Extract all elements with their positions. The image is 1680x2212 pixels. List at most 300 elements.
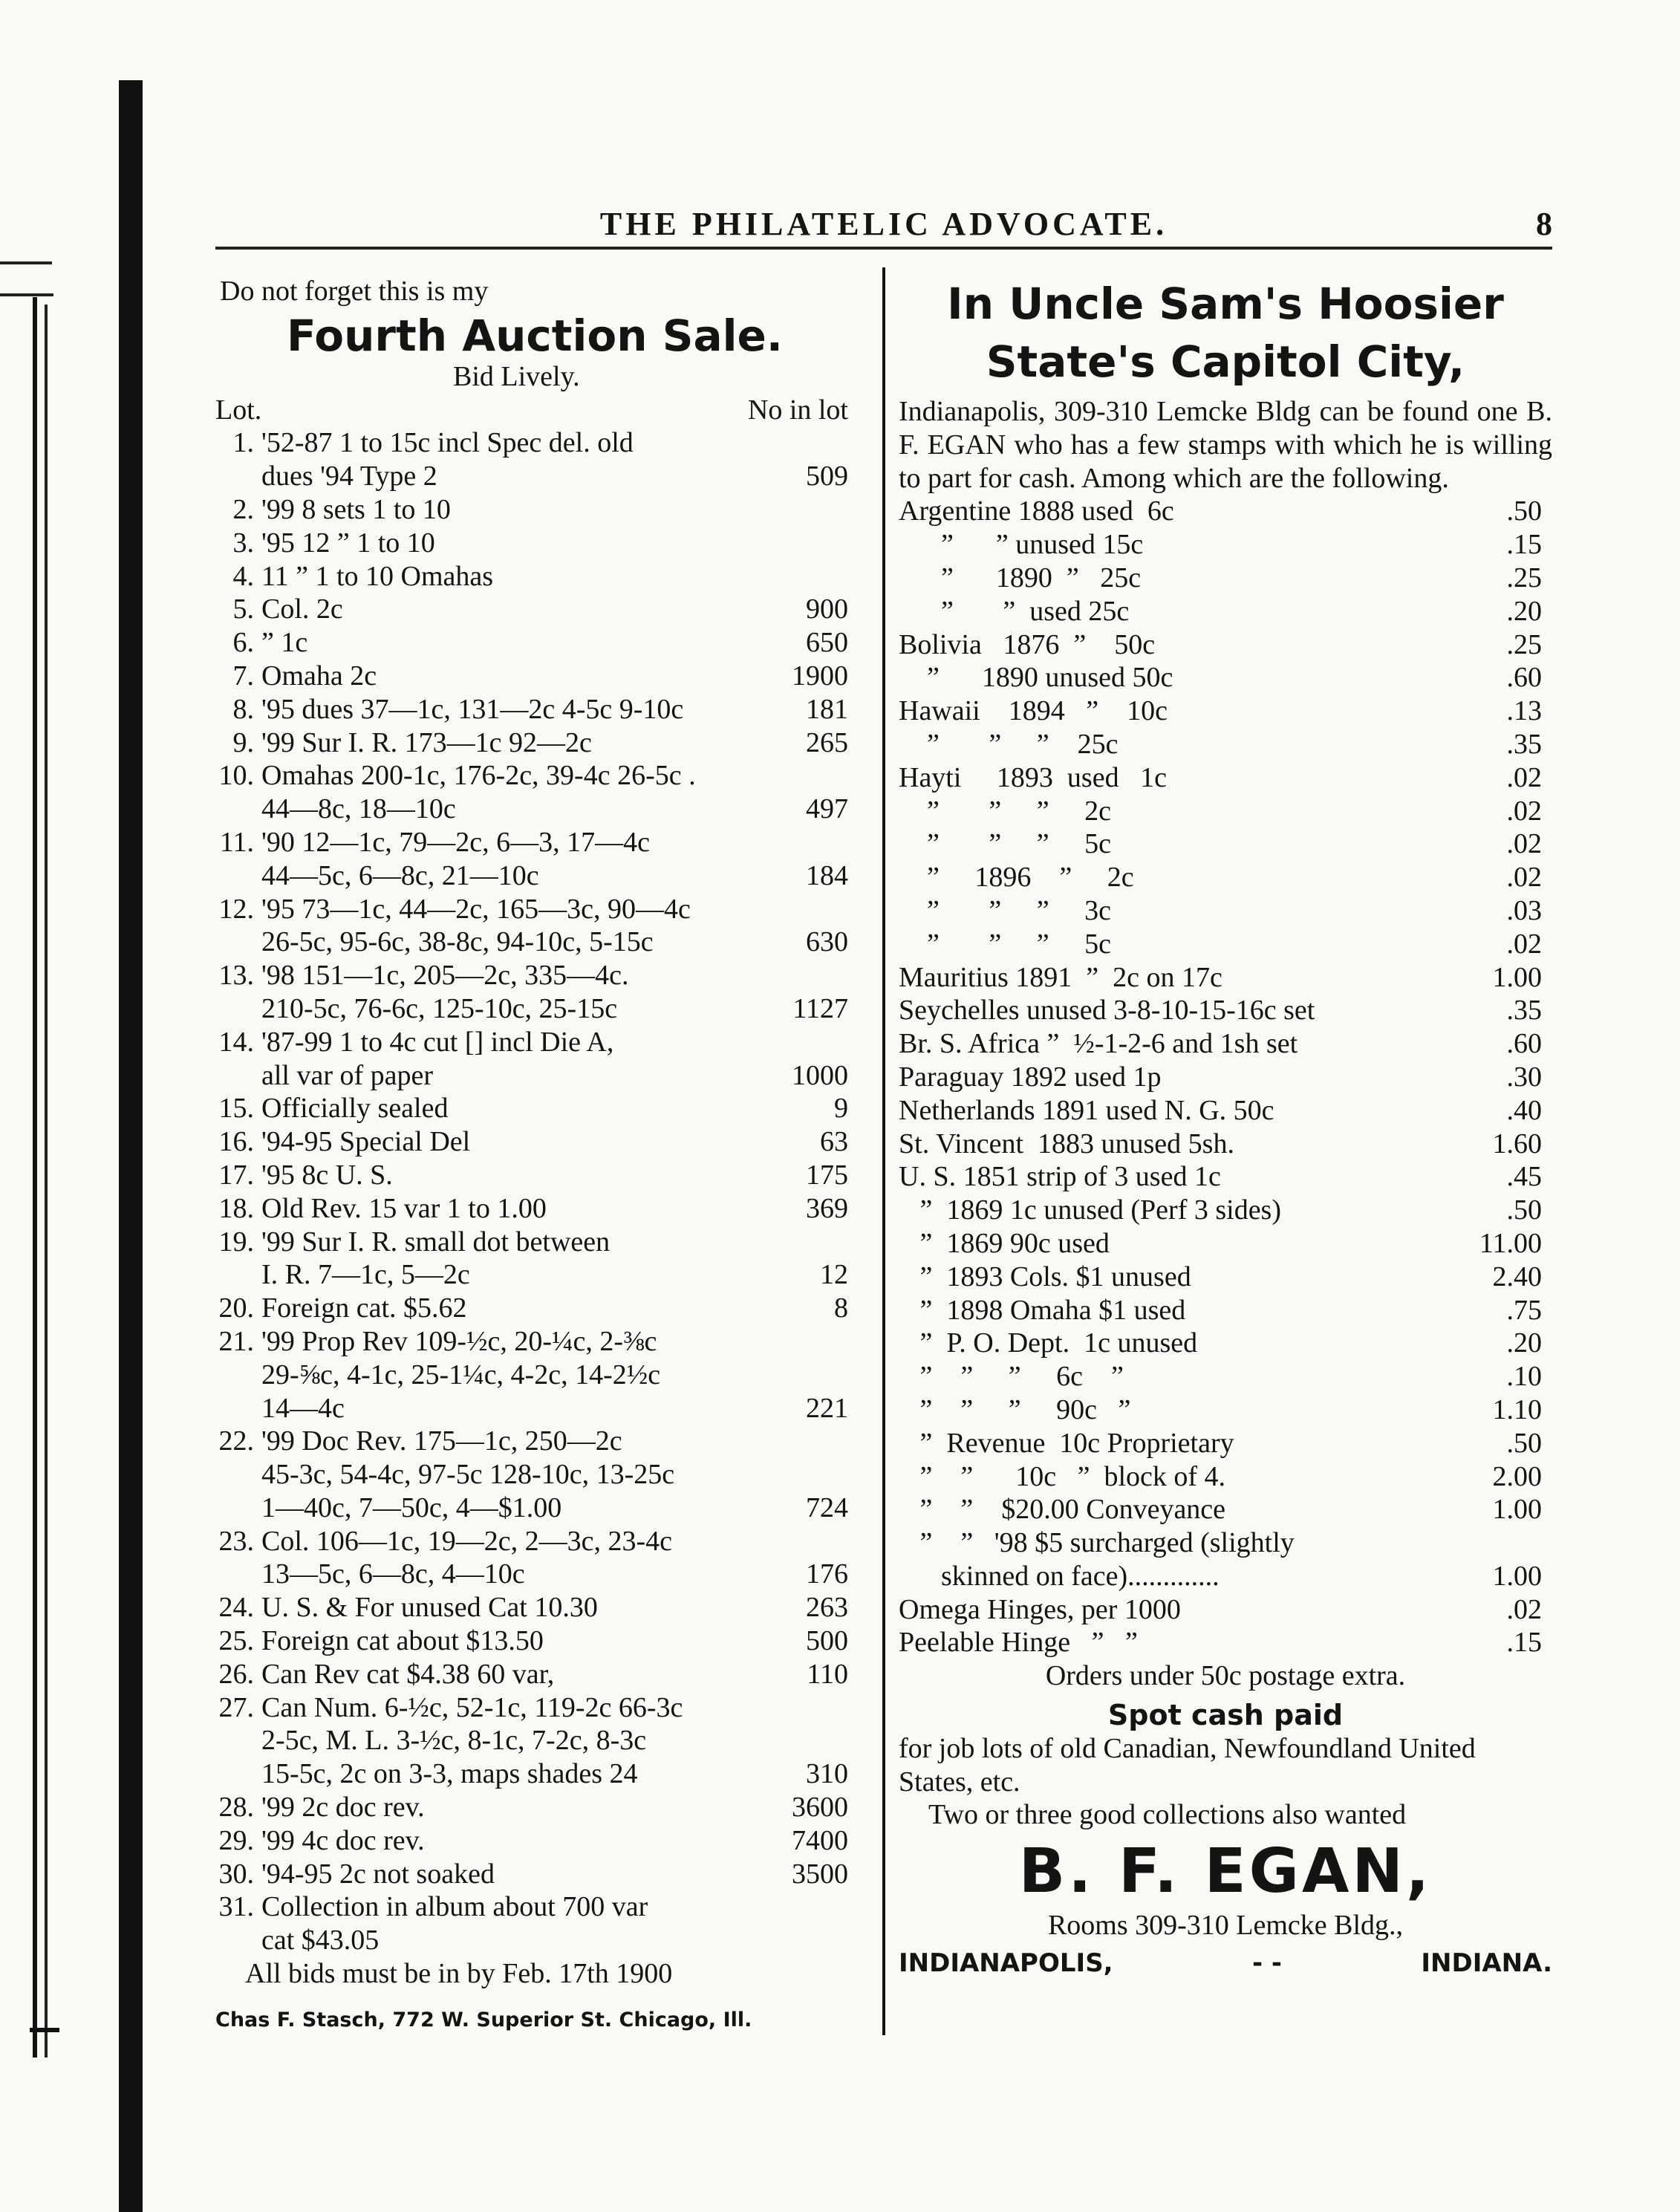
lot-description (261, 1691, 780, 1791)
lot-quantity: 184 (806, 859, 848, 891)
stamp-price: 11.00 (1479, 1227, 1542, 1259)
binding-tick (0, 261, 52, 264)
lot-number: 31. (218, 1891, 254, 1923)
stamp-price: .50 (1506, 1427, 1542, 1459)
lot-number: 14. (218, 1026, 254, 1058)
binding-line-inner (45, 305, 48, 2058)
stamp-price: .35 (1506, 728, 1542, 760)
stamp-price: .75 (1506, 1294, 1542, 1326)
lot-description (261, 893, 780, 960)
stamp-row (899, 961, 1552, 995)
lot-row (215, 1624, 854, 1658)
stamp-description: ” 1869 90c used (899, 1227, 1110, 1259)
stamp-description: Omega Hinges, per 1000 (899, 1593, 1181, 1625)
stamp-price (1456, 1526, 1552, 1560)
stamp-price: .02 (1506, 828, 1542, 860)
lot-description-line: 26-5c, 95-6c, 38-8c, 94-10c, 5-15c (261, 926, 654, 958)
lot-description (261, 493, 780, 527)
lot-description (261, 1525, 780, 1592)
stamp-price: .02 (1506, 928, 1542, 960)
stamp-price: .15 (1506, 1627, 1542, 1659)
lot-number: 28. (218, 1792, 254, 1824)
lot-number: 2. (232, 493, 254, 525)
lot-number: 19. (218, 1226, 254, 1258)
egan-headline-2: State's Capitol City, (986, 336, 1465, 387)
lot-description (261, 1425, 780, 1524)
stamp-price: .20 (1506, 1327, 1542, 1359)
lot-quantity: 1900 (792, 660, 848, 692)
stamp-row (899, 861, 1552, 894)
lot-row (215, 1525, 854, 1592)
lot-quantity: 221 (806, 1392, 848, 1424)
lot-description-line: 2-5c, M. L. 3-½c, 8-1c, 7-2c, 8-3c (261, 1725, 647, 1757)
stamp-price: 2.40 (1492, 1260, 1542, 1292)
stamp-description: ” ” $20.00 Conveyance (899, 1494, 1226, 1526)
stamp-price: .03 (1506, 894, 1542, 926)
lot-number: 21. (218, 1325, 254, 1357)
journal-title: THE PHILATELIC ADVOCATE. (599, 206, 1168, 242)
lot-row (215, 1026, 854, 1093)
stamp-row (899, 994, 1552, 1027)
stamp-row (899, 1027, 1552, 1061)
lot-description (261, 1325, 780, 1425)
lot-row (215, 1325, 854, 1425)
stamp-price: .60 (1506, 1028, 1542, 1060)
lot-quantity: 63 (820, 1126, 848, 1158)
stamp-description: ” ” ” 6c ” (899, 1361, 1124, 1393)
lot-description (261, 1824, 780, 1858)
stamp-row (899, 1393, 1552, 1427)
lot-row (215, 527, 854, 560)
stamp-description: ” ” used 25c (899, 595, 1130, 627)
binding-tick (0, 293, 53, 296)
lot-description (261, 1192, 780, 1226)
lot-description-line: all var of paper (261, 1059, 434, 1091)
stamp-row (899, 528, 1552, 562)
lot-row (215, 1890, 854, 1957)
stamp-description: St. Vincent 1883 unused 5sh. (899, 1128, 1234, 1159)
lot-row (215, 660, 854, 693)
stamp-description: Seychelles unused 3-8-10-15-16c set (899, 995, 1315, 1027)
lot-row (215, 826, 854, 893)
lot-quantity: 176 (806, 1558, 848, 1590)
address-city: INDIANAPOLIS, (899, 1948, 1113, 1979)
stamp-row (899, 1061, 1552, 1094)
lot-description-line: '94-95 2c not soaked (261, 1858, 495, 1890)
stamp-description: ” Revenue 10c Proprietary (899, 1427, 1234, 1459)
lot-row (215, 1226, 854, 1292)
spot-cash-heading: Spot cash paid (1107, 1699, 1344, 1732)
stamp-row (899, 1128, 1552, 1161)
lot-description-line: cat $43.05 (261, 1925, 380, 1956)
lot-quantity: 7400 (792, 1824, 848, 1856)
lot-description-line: '87-99 1 to 4c cut [] incl Die A, (261, 1026, 614, 1058)
lot-number: 27. (218, 1691, 254, 1723)
lot-row (215, 1791, 854, 1824)
lot-number: 6. (232, 627, 254, 659)
lot-number: 24. (218, 1592, 254, 1624)
lot-description (261, 593, 780, 626)
lot-number: 26. (218, 1658, 254, 1690)
lot-column-label: Lot. (215, 394, 262, 426)
stamp-row (899, 1094, 1552, 1128)
stamp-price: .25 (1506, 562, 1542, 593)
stamp-row (899, 1593, 1552, 1627)
address-state: INDIANA. (1421, 1948, 1552, 1979)
lot-quantity: 500 (806, 1625, 848, 1657)
stamp-row (899, 1493, 1552, 1526)
lot-quantity: 724 (806, 1492, 848, 1523)
stamp-row (899, 827, 1552, 861)
lot-number: 7. (232, 660, 254, 692)
stamp-description: Bolivia 1876 ” 50c (899, 628, 1156, 660)
lot-description-line: 29-⅝c, 4-1c, 25-1¼c, 4-2c, 14-2½c (261, 1359, 661, 1390)
address-dash: - - (1251, 1948, 1283, 1979)
stamp-price: 1.00 (1492, 961, 1542, 993)
binding-line (33, 297, 37, 2058)
lot-quantity: 630 (806, 926, 848, 958)
lot-description-line: Officially sealed (261, 1093, 449, 1125)
lot-row (215, 426, 854, 493)
lot-description (261, 426, 780, 493)
stamp-price: 2.00 (1492, 1460, 1542, 1492)
stamp-description: ” ” ” 5c (899, 928, 1111, 960)
stamp-price: 1.00 (1492, 1560, 1542, 1592)
lot-quantity: 3600 (792, 1792, 848, 1824)
lot-row (215, 593, 854, 626)
stamp-row (899, 495, 1552, 528)
lot-description-line: 44—5c, 6—8c, 21—10c (261, 859, 539, 891)
lot-number: 22. (218, 1425, 254, 1457)
stamp-row (899, 1194, 1552, 1227)
stamp-description: ” P. O. Dept. 1c unused (899, 1327, 1198, 1359)
stamp-price: .25 (1506, 628, 1542, 660)
binding-foot (30, 2028, 59, 2032)
collections-wanted: Two or three good collections also wanted (928, 1799, 1407, 1831)
lot-quantity: 8 (834, 1292, 848, 1324)
auction-column (215, 275, 854, 2037)
auction-headline: Fourth Auction Sale. (287, 310, 783, 361)
stamp-price: 1.60 (1492, 1128, 1542, 1159)
lot-row (215, 1658, 854, 1691)
lot-quantity: 497 (806, 793, 848, 825)
stamp-row (899, 1427, 1552, 1460)
lot-description-line: Can Num. 6-½c, 52-1c, 119-2c 66-3c (261, 1691, 683, 1723)
stamp-row (899, 1560, 1552, 1593)
lot-row (215, 493, 854, 527)
stamp-row (899, 1626, 1552, 1659)
lot-row (215, 959, 854, 1026)
lot-description-line: Foreign cat. $5.62 (261, 1292, 467, 1324)
stamp-description: ” ” ” 2c (899, 795, 1111, 827)
lot-quantity: 265 (806, 726, 848, 758)
stamp-description: skinned on face)............. (899, 1560, 1220, 1592)
lot-quantity: 369 (806, 1192, 848, 1224)
lot-description (261, 1858, 780, 1891)
egan-address (899, 1947, 1552, 1980)
lot-description-line: '99 Sur I. R. small dot between (261, 1226, 611, 1258)
stamp-row (899, 1294, 1552, 1327)
stamp-row (899, 1327, 1552, 1360)
lot-description-line: Can Rev cat $4.38 60 var, (261, 1658, 555, 1690)
lot-description-line: 45-3c, 54-4c, 97-5c 128-10c, 13-25c (261, 1459, 675, 1491)
lot-description (261, 826, 780, 893)
lot-description-line: 11 ” 1 to 10 Omahas (261, 560, 494, 592)
stamp-price: .60 (1506, 662, 1542, 694)
stamp-price: .02 (1506, 862, 1542, 894)
lot-number: 20. (218, 1292, 254, 1324)
stamp-row (899, 1526, 1552, 1560)
lot-number: 12. (218, 893, 254, 925)
lot-description-line: 13—5c, 6—8c, 4—10c (261, 1558, 525, 1590)
lot-description-line: Old Rev. 15 var 1 to 1.00 (261, 1192, 547, 1224)
lot-description-line: I. R. 7—1c, 5—2c (261, 1259, 470, 1291)
stamp-row (899, 694, 1552, 728)
lot-description-line: 15-5c, 2c on 3-3, maps shades 24 (261, 1758, 638, 1790)
stamp-price: .02 (1506, 795, 1542, 827)
stamp-description: ” 1890 ” 25c (899, 562, 1142, 593)
stamp-description: ” ” 10c ” block of 4. (899, 1460, 1226, 1492)
stamp-description: ” 1893 Cols. $1 unused (899, 1260, 1191, 1292)
lot-row (215, 1125, 854, 1159)
lot-number: 11. (219, 826, 254, 858)
lot-description-line: Foreign cat about $13.50 (261, 1625, 544, 1657)
stamp-price: .20 (1506, 595, 1542, 627)
lot-description-line: '95 73—1c, 44—2c, 165—3c, 90—4c (261, 893, 691, 925)
lot-quantity: 1127 (792, 992, 848, 1024)
page-header (215, 201, 1552, 245)
lot-quantity: 9 (834, 1093, 848, 1125)
lot-description-line: '94-95 Special Del (261, 1126, 471, 1158)
stamp-description: Br. S. Africa ” ½-1-2-6 and 1sh set (899, 1028, 1298, 1060)
column-divider (882, 267, 885, 2035)
lot-description-line: 14—4c (261, 1392, 345, 1424)
stamp-row (899, 1360, 1552, 1393)
stamp-price-list (899, 495, 1552, 1659)
stamp-description: U. S. 1851 strip of 3 used 1c (899, 1161, 1221, 1193)
stamp-description: Peelable Hinge ” ” (899, 1627, 1138, 1659)
egan-headline-1: In Uncle Sam's Hoosier (947, 279, 1504, 329)
lot-description (261, 1890, 780, 1957)
stamp-description: ” ” ” 3c (899, 894, 1111, 926)
lot-description-line: '95 dues 37—1c, 131—2c 4-5c 9-10c (261, 693, 684, 725)
lot-description (261, 1791, 780, 1824)
lot-description (261, 560, 780, 593)
stamp-row (899, 1260, 1552, 1294)
stamp-description: ” 1869 1c unused (Perf 3 sides) (899, 1194, 1282, 1226)
lot-description (261, 759, 780, 826)
stamp-description: ” 1890 unused 50c (899, 662, 1173, 694)
lot-description-line: '52-87 1 to 15c incl Spec del. old (261, 427, 634, 459)
header-rule (215, 247, 1552, 250)
stamp-row (899, 595, 1552, 628)
lot-quantity: 3500 (792, 1858, 848, 1890)
stamp-price: .10 (1506, 1361, 1542, 1393)
stamp-description: ” ” unused 15c (899, 529, 1144, 561)
lot-quantity: 175 (806, 1159, 848, 1191)
lot-number: 25. (218, 1625, 254, 1657)
lot-number: 23. (218, 1525, 254, 1557)
egan-rooms: Rooms 309-310 Lemcke Bldg., (1047, 1910, 1404, 1942)
stamp-row (899, 894, 1552, 928)
lot-description-line: 1—40c, 7—50c, 4—$1.00 (261, 1492, 562, 1523)
lot-row (215, 759, 854, 826)
stamp-description: ” ” ” 90c ” (899, 1393, 1131, 1425)
lot-number: 18. (218, 1192, 254, 1224)
lot-row (215, 1292, 854, 1325)
lot-description-line: '99 4c doc rev. (261, 1824, 425, 1856)
lot-description-line: '95 12 ” 1 to 10 (261, 527, 435, 559)
postage-note: Orders under 50c postage extra. (1045, 1660, 1406, 1692)
lot-description (261, 1092, 780, 1125)
lot-number: 15. (218, 1093, 254, 1125)
lot-description-line: '99 Sur I. R. 173—1c 92—2c (261, 726, 592, 758)
lot-quantity: 263 (806, 1592, 848, 1624)
lot-description-line: '99 2c doc rev. (261, 1792, 425, 1824)
lot-row (215, 1192, 854, 1226)
lot-list (215, 426, 854, 1957)
lot-quantity: 110 (807, 1658, 848, 1690)
lot-description-line: '98 151—1c, 205—2c, 335—4c. (261, 960, 629, 992)
lot-quantity: 12 (820, 1259, 848, 1291)
lot-description-line: 44—8c, 18—10c (261, 793, 456, 825)
lot-row (215, 560, 854, 593)
lot-row (215, 1425, 854, 1524)
lot-description-line: Col. 106—1c, 19—2c, 2—3c, 23-4c (261, 1525, 673, 1557)
lot-number: 10. (218, 760, 254, 792)
lot-row (215, 893, 854, 960)
lot-row (215, 1858, 854, 1891)
lot-quantity: 650 (806, 627, 848, 659)
lot-row (215, 1092, 854, 1125)
lot-number: 5. (232, 593, 254, 625)
lot-description (261, 1658, 780, 1691)
egan-name: B. F. EGAN, (1018, 1836, 1433, 1907)
stamp-row (899, 761, 1552, 795)
stamp-row (899, 1227, 1552, 1260)
stamp-price: .30 (1506, 1061, 1542, 1093)
stamp-description: Hayti 1893 used 1c (899, 761, 1167, 793)
stamp-row (899, 1160, 1552, 1194)
stamp-price: .35 (1506, 995, 1542, 1027)
auction-intro: Do not forget this is my (220, 276, 489, 307)
stamp-row (899, 661, 1552, 694)
lot-number: 13. (218, 960, 254, 992)
lot-number: 16. (218, 1126, 254, 1158)
lot-description-line: '90 12—1c, 79—2c, 6—3, 17—4c (261, 826, 650, 858)
stamp-price: .13 (1506, 695, 1542, 727)
stamp-price: 1.00 (1492, 1494, 1542, 1526)
lot-row (215, 1591, 854, 1624)
lot-description-line: U. S. & For unused Cat 10.30 (261, 1592, 598, 1624)
lot-row (215, 1159, 854, 1192)
stamp-price: .02 (1506, 761, 1542, 793)
stamp-description: ” ” ” 5c (899, 828, 1111, 860)
lot-description (261, 1226, 780, 1292)
stamp-row (899, 795, 1552, 828)
egan-column (899, 275, 1552, 1980)
stamp-description: Hawaii 1894 ” 10c (899, 695, 1168, 727)
lot-description-line: '95 8c U. S. (261, 1159, 393, 1191)
stamp-description: ” 1898 Omaha $1 used (899, 1294, 1186, 1326)
lot-description-line: '99 8 sets 1 to 10 (261, 493, 451, 525)
stamp-price: .15 (1506, 529, 1542, 561)
stamp-price: .02 (1506, 1593, 1542, 1625)
lot-description-line: 210-5c, 76-6c, 125-10c, 25-15c (261, 992, 618, 1024)
stamp-description: Argentine 1888 used 6c (899, 495, 1174, 527)
lot-quantity: 900 (806, 593, 848, 625)
lot-description-line: '99 Prop Rev 109-½c, 20-¼c, 2-⅜c (261, 1325, 657, 1357)
lot-description (261, 1026, 780, 1093)
page-number: 8 (1536, 206, 1552, 242)
stamp-description: Mauritius 1891 ” 2c on 17c (899, 961, 1222, 993)
lot-number: 4. (232, 560, 254, 592)
lot-description-line: Col. 2c (261, 593, 343, 625)
lot-description (261, 1159, 780, 1192)
stamp-row (899, 728, 1552, 761)
stamp-description: ” ” '98 $5 surcharged (slightly (899, 1527, 1295, 1559)
lot-description (261, 693, 780, 726)
stamp-price: .50 (1506, 1194, 1542, 1226)
lot-quantity: 310 (806, 1758, 848, 1790)
stamp-description: Paraguay 1892 used 1p (899, 1061, 1162, 1093)
stamp-price: 1.10 (1492, 1393, 1542, 1425)
wanted-text: for job lots of old Canadian, Newfoundland United States, etc. (899, 1732, 1476, 1798)
stamp-description: ” ” ” 25c (899, 728, 1119, 760)
stamp-price: .50 (1506, 495, 1542, 527)
lot-description (261, 959, 780, 1026)
bid-deadline: All bids must be in by Feb. 17th 1900 (245, 1958, 673, 1990)
binding-edge (119, 80, 143, 2212)
lot-description (261, 726, 780, 760)
lot-number: 3. (232, 527, 254, 559)
lot-row (215, 626, 854, 660)
lot-number: 9. (232, 726, 254, 758)
stamp-price: .40 (1506, 1094, 1542, 1126)
lot-description-line: Omahas 200-1c, 176-2c, 39-4c 26-5c . (261, 760, 696, 792)
stamp-price: .45 (1506, 1161, 1542, 1193)
stamp-row (899, 562, 1552, 595)
qty-column-label: No in lot (747, 394, 848, 426)
lot-row (215, 726, 854, 760)
lot-description-line: Collection in album about 700 var (261, 1891, 648, 1923)
lot-description (261, 626, 780, 660)
lot-number: 30. (218, 1858, 254, 1890)
egan-intro: Indianapolis, 309-310 Lemcke Bldg can be found one B. F. EGAN who has a few stamps with which he is willing to part for cash. Among which are the following. (899, 396, 1552, 494)
lot-description-line: dues '94 Type 2 (261, 461, 437, 492)
lot-description-line: ” 1c (261, 627, 308, 659)
stamp-description: ” 1896 ” 2c (899, 862, 1134, 894)
lot-row (215, 1691, 854, 1791)
lot-number: 1. (232, 427, 254, 459)
lot-description (261, 1125, 780, 1159)
lot-row (215, 693, 854, 726)
stamp-row (899, 628, 1552, 662)
lot-header (215, 394, 848, 427)
lot-number: 29. (218, 1824, 254, 1856)
lot-quantity: 181 (806, 693, 848, 725)
lot-description (261, 660, 780, 693)
lot-quantity: 509 (806, 461, 848, 492)
lot-description (261, 527, 780, 560)
lot-description (261, 1292, 780, 1325)
lot-quantity: 1000 (792, 1059, 848, 1091)
lot-number: 8. (232, 693, 254, 725)
lot-number: 17. (218, 1159, 254, 1191)
stamp-row (899, 928, 1552, 961)
advertiser-credit: Chas F. Stasch, 772 W. Superior St. Chicago, Ill. (215, 2008, 752, 2032)
bid-line: Bid Lively. (453, 360, 580, 392)
